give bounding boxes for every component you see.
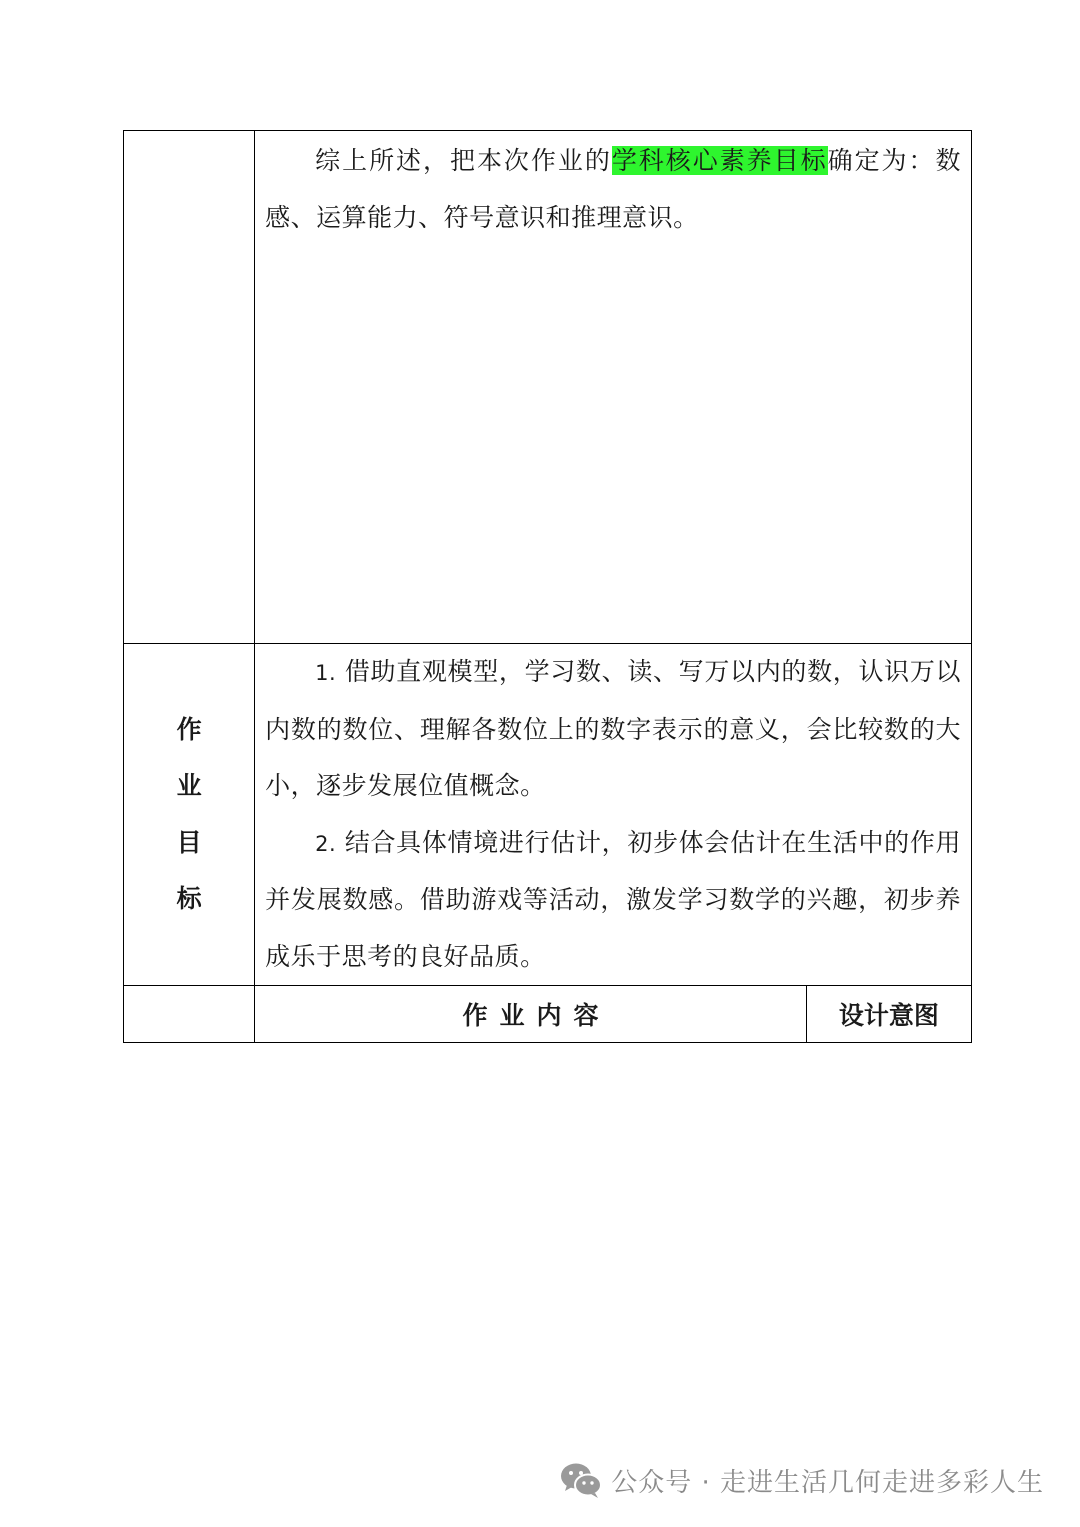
core-literacy-row — [124, 131, 972, 644]
goal-number: 1. — [315, 661, 337, 685]
goal-text: 结合具体情境进行估计，初步体会估计在生活中的作用并发展数感。借助游戏等活动，激发学习数学的兴趣，初步养成乐于思考的良好品质。 — [265, 827, 961, 971]
goal-item — [255, 815, 971, 986]
homework-goals-label — [124, 644, 255, 986]
highlighted-term: 学科核心素养目标 — [611, 146, 828, 175]
intro-text-before: 综上所述，把本次作业的 — [315, 146, 612, 175]
table-header-row — [124, 986, 972, 1043]
goal-text: 借助直观模型，学习数、读、写万以内的数，认识万以内数的数位、理解各数位上的数字表示的意义，会比较数的大小，逐步发展位值概念。 — [265, 657, 961, 800]
design-intent-header: 设计意图 — [806, 986, 971, 1043]
empty-label-cell — [124, 131, 255, 644]
goal-item — [255, 644, 971, 815]
homework-goals-row — [124, 644, 972, 986]
homework-goals-cell — [255, 644, 972, 986]
core-literacy-cell — [255, 131, 972, 644]
watermark-text: 公众号 · 走进生活几何走进多彩人生 — [611, 1467, 1044, 1498]
wechat-icon — [559, 1460, 603, 1500]
watermark — [559, 1460, 1044, 1500]
empty-header-cell — [124, 986, 255, 1043]
homework-design-table — [123, 130, 972, 1043]
homework-content-header — [255, 986, 807, 1043]
label-char: 业 — [176, 771, 202, 800]
label-char: 作 — [176, 714, 202, 744]
core-literacy-paragraph — [255, 133, 971, 246]
homework-content-header-text: 作业内容 — [462, 1001, 611, 1030]
goal-number: 2. — [315, 831, 337, 856]
label-char: 标 — [176, 884, 202, 913]
intro-text-after: 确定为：数感、运算能力、符号意识和推理意识。 — [265, 146, 961, 232]
label-char: 目 — [176, 827, 202, 857]
